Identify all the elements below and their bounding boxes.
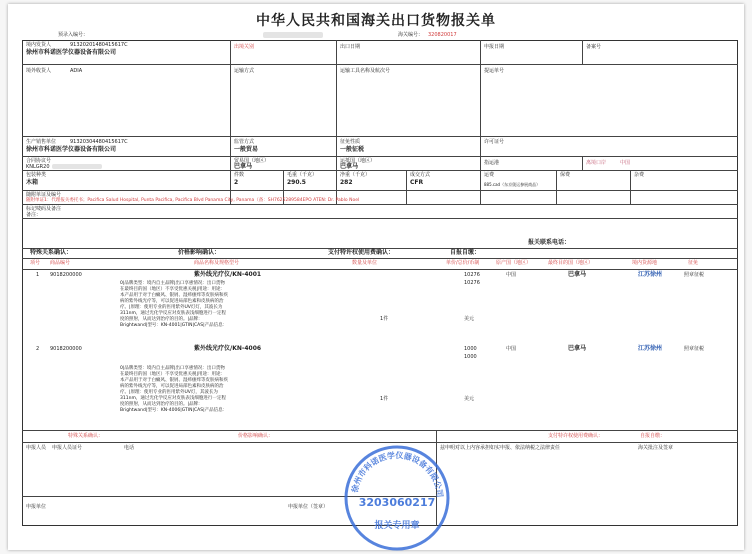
th-levy: 征免	[688, 260, 699, 266]
item-currency: 美元	[464, 396, 475, 402]
stamp-company: 徐州市科诺医学仪器设备有限公司	[350, 450, 445, 498]
customs-note-label: 海关批注及签章	[638, 445, 674, 451]
pieces-value: 2	[234, 179, 239, 186]
customs-no-label: 海关编号：	[398, 32, 424, 38]
rule	[22, 442, 738, 443]
item-origin: 中国	[506, 272, 517, 278]
consignor-label: 境内发货人	[26, 42, 52, 48]
deal-label: 成交方式	[410, 172, 431, 178]
gross-value: 290.5	[287, 179, 306, 186]
item-qty: 1件	[380, 316, 389, 322]
cert-label: 报关联系电话：	[528, 239, 571, 246]
producer-name: 徐州市科诺医学仪器设备有限公司	[26, 146, 117, 153]
item-unit-price: 1000	[464, 346, 477, 352]
item-unit-price: 10276	[464, 272, 480, 278]
svg-text:徐州市科诺医学仪器设备有限公司	[349, 450, 445, 498]
trade-country-label: 贸易国（地区）	[234, 158, 270, 164]
item-no: 2	[36, 346, 40, 352]
th-source: 境内货源地	[632, 260, 658, 266]
item-source: 江苏徐州	[638, 271, 663, 278]
col-rule	[582, 156, 583, 170]
th-dest: 最终目的国（地区）	[548, 260, 594, 266]
rule	[22, 156, 738, 157]
phone-label: 电话	[124, 445, 135, 451]
docs-label: 随附单证及编号	[26, 192, 62, 198]
exit-port-value: 中国	[620, 160, 631, 166]
pack-value: 木箱	[26, 179, 39, 186]
freight-label: 运费	[484, 172, 495, 178]
footer-price-label: 价格影响确认：	[238, 433, 274, 439]
item-levy: 照章征税	[684, 272, 705, 278]
footer-special-label: 特殊关系确认：	[68, 433, 104, 439]
stamp-purpose: 报关专用章	[374, 521, 420, 531]
item-desc: 0|品牌类型：境内自主品牌|出口享惠情况：出口货物在最终目的国（地区）不享受优惠关税|用途：用途：本产品用于对于白癜风、银屑、湿疹瘙痒等皮肤病和疾病的紫外线光疗等，可以促进局部色素和皮肤病的治疗。|原理：使用专业的医用紫外UV灯，其波长为311nm，通过光化学反应对皮肤表浅细胞进行一定程度的照射，从而达到治疗的目的。|品牌：Brightwand|型号：KN-4006|GTIN|CAS|产品信息：	[120, 366, 228, 413]
declare-date-label: 申报日期	[484, 44, 505, 50]
special-relation-label: 特殊关系确认：	[30, 249, 73, 256]
col-rule	[480, 40, 481, 190]
item-total: 10276	[464, 280, 480, 286]
item-source: 江苏徐州	[638, 345, 663, 352]
col-rule	[336, 40, 337, 170]
item-desc: 0|品牌类型：境内自主品牌|出口享惠情况：出口货物在最终目的国（地区）不享受优惠关税|用途：用途：本产品用于对于白癜风、银屑、湿疹瘙痒等皮肤病和疾病的紫外线光疗等，可以促进局部色素和皮肤病的治疗。|原理：使用专业的医用紫外UV灯灯，其波长为311nm，通过光化学反应对皮肤表浅细胞进行一定程度的照射，从而达到治疗的目的。|品牌：Brightwand|型号：KN-4001|GTIN|CAS|产品信息：	[120, 281, 228, 328]
unit-seal-label: 申报单位（签章）	[288, 504, 329, 510]
transport-label: 运输方式	[234, 68, 255, 74]
marks-label: 标记唛码及备注	[26, 206, 62, 212]
preentry-label: 预录入编号：	[58, 32, 89, 38]
levy-value: 一般征税	[340, 146, 365, 153]
th-name: 商品名称及规格型号	[194, 260, 240, 266]
col-rule	[556, 170, 557, 204]
producer-label: 生产销售单位	[26, 139, 57, 145]
deal-value: CFR	[410, 179, 424, 186]
item-origin: 中国	[506, 346, 517, 352]
form-title: 中华人民共和国海关出口货物报关单	[256, 13, 496, 29]
declaration-stamp	[343, 444, 451, 552]
item-levy: 照章征税	[684, 346, 705, 352]
col-rule	[480, 170, 481, 204]
rule	[22, 204, 738, 205]
th-origin: 原产国（地区）	[496, 260, 532, 266]
item-total: 1000	[464, 354, 477, 360]
redacted-license	[52, 164, 102, 169]
item-code: 9018200000	[50, 346, 82, 352]
item-currency: 美元	[464, 316, 475, 322]
declarer-cert-label: 申报人员证号	[52, 445, 83, 451]
docs-value: 随附单证1：代理报关委托书；Pacifica Salud Hospital, Punta Pacifica, Pacifica Blvd Panama City, Panama（备：SH7625289584EPO ATEN: Dr. Pablo Noel	[26, 198, 360, 203]
bill-label: 提运单号	[484, 68, 505, 74]
gross-label: 毛重（千克）	[287, 172, 318, 178]
consignee-value: ADIA	[70, 68, 83, 74]
stamp-number: 3203060217	[358, 496, 436, 509]
supervision-value: 一般贸易	[234, 146, 259, 153]
dest-country-label: 运抵国（地区）	[340, 158, 376, 164]
rule	[22, 64, 738, 65]
item-code: 9018200000	[50, 272, 82, 278]
exit-date-label: 出口日期	[340, 44, 361, 50]
rule	[22, 430, 738, 431]
self-pay-label: 自报自缴：	[450, 249, 481, 256]
footer-royalty-label: 支付特许权使用费确认：	[548, 433, 604, 439]
item-name: 紫外线光疗仪/KN-4001	[194, 271, 262, 278]
net-label: 净重（千克）	[340, 172, 371, 178]
port-label: 指运港	[484, 160, 500, 166]
item-qty: 1件	[380, 396, 389, 402]
col-rule	[406, 170, 407, 204]
consignor-name: 徐州市科诺医学仪器设备有限公司	[26, 49, 117, 56]
col-rule	[230, 40, 231, 190]
net-value: 282	[340, 179, 353, 186]
declarer-label: 申报人员	[26, 445, 47, 451]
item-no: 1	[36, 272, 40, 278]
consignor-code: 91320201480415617C	[70, 42, 128, 48]
item-dest: 巴拿马	[568, 271, 587, 278]
rule	[22, 218, 738, 219]
license-value: KNLGR20	[26, 164, 50, 170]
unit-label: 申报单位	[26, 504, 47, 510]
supervision-label: 监管方式	[234, 139, 255, 145]
col-rule	[630, 170, 631, 204]
th-code: 商品编号	[50, 260, 71, 266]
dest-country-value: 巴拿马	[340, 163, 359, 170]
consignee-label: 境外收货人	[26, 68, 52, 74]
producer-code: 91320304480415617C	[70, 139, 128, 145]
rule	[22, 258, 738, 259]
notes-label: 备注：	[26, 212, 42, 218]
statement: 兹申明对以上内容承担如实申报、依法纳税之法律责任	[440, 445, 561, 451]
footer-self-label: 自报自缴：	[640, 433, 666, 439]
price-impact-label: 价格影响确认：	[178, 249, 221, 256]
item-name: 紫外线光疗仪/KN-4006	[194, 345, 262, 352]
freight-value: 885.cad（东京奥运参展商品）	[484, 182, 541, 187]
pieces-label: 件数	[234, 172, 245, 178]
exit-customs-label: 出境关别	[234, 44, 255, 50]
levy-label: 征免性质	[340, 139, 361, 145]
customs-declaration-form	[8, 4, 744, 550]
vessel-label: 运输工具名称及航次号	[340, 68, 391, 74]
th-qty: 数量及单位	[352, 260, 378, 266]
misc-label: 杂费	[634, 172, 645, 178]
customs-no-value: 320820017	[428, 32, 457, 38]
item-dest: 巴拿马	[568, 345, 587, 352]
royalty-label: 支付特许权使用费确认：	[328, 249, 395, 256]
insurance-label: 保费	[560, 172, 571, 178]
exit-port-label: 离境口岸	[586, 160, 607, 166]
th-no: 项号	[30, 260, 41, 266]
license-label: 合同协议号	[26, 158, 52, 164]
pack-label: 包装种类	[26, 172, 47, 178]
redacted-preentry-no	[263, 32, 323, 38]
col-rule	[582, 40, 583, 64]
permit-label: 许可证号	[484, 139, 505, 145]
rule	[22, 136, 738, 137]
trade-country-value: 巴拿马	[234, 163, 253, 170]
rule	[22, 269, 738, 270]
record-no-label: 备案号	[586, 44, 602, 50]
th-price: 单价/总价/币制	[446, 260, 480, 266]
